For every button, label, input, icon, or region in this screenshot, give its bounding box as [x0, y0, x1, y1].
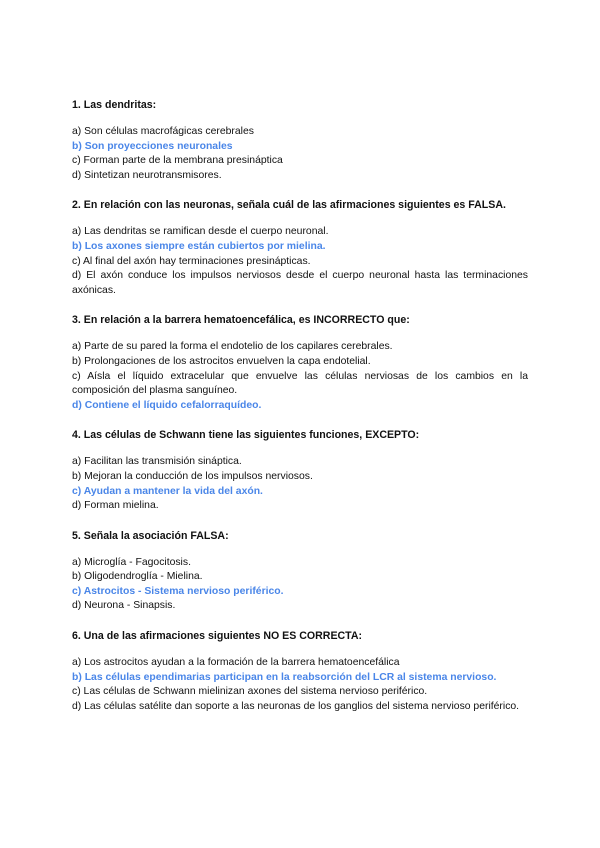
answer-option-correct: b) Son proyecciones neuronales	[72, 140, 233, 152]
answer-option-correct: c) Astrocitos - Sistema nervioso periférico.	[72, 585, 284, 597]
answer-option-correct: d) Contiene el líquido cefalorraquídeo.	[72, 399, 262, 411]
answer-option: a) Parte de su pared la forma el endotelio de los capilares cerebrales.	[72, 341, 393, 353]
answer-option: a) Las dendritas se ramifican desde el cuerpo neuronal.	[72, 226, 329, 238]
answer-option: d) Sintetizan neurotransmisores.	[72, 169, 222, 181]
question-block	[72, 198, 528, 298]
question-spacer	[72, 614, 528, 629]
answer-option: d) Forman mielina.	[72, 500, 159, 512]
answer-option: c) Las células de Schwann mielinizan axones del sistema nervioso periférico.	[72, 686, 428, 698]
question-block	[72, 313, 528, 413]
quiz-document	[72, 98, 528, 714]
question-block	[72, 529, 528, 614]
answer-option: a) Facilitan las transmisión sináptica.	[72, 456, 242, 468]
question-spacer	[72, 514, 528, 529]
question-block	[72, 98, 528, 183]
question-block	[72, 428, 528, 513]
question-spacer	[72, 413, 528, 428]
answer-option: d) El axón conduce los impulsos nerviosos desde el cuerpo neuronal hasta las terminaciones axónicas.	[72, 270, 528, 296]
answer-option: c) Al final del axón hay terminaciones presinápticas.	[72, 255, 311, 267]
question-block	[72, 629, 528, 714]
question-title: 6. Una de las afirmaciones siguientes NO ES CORRECTA:	[72, 630, 363, 643]
answer-option: a) Microglía - Fagocitosis.	[72, 556, 191, 568]
answer-option: a) Los astrocitos ayudan a la formación de la barrera hematoencefálica	[72, 657, 400, 669]
answer-option: b) Mejoran la conducción de los impulsos nerviosos.	[72, 470, 313, 482]
answer-option: d) Las células satélite dan soporte a las neuronas de los ganglios del sistema nervioso periférico.	[72, 700, 520, 712]
answer-option: d) Neurona - Sinapsis.	[72, 600, 176, 612]
question-title: 4. Las células de Schwann tiene las siguientes funciones, EXCEPTO:	[72, 429, 420, 442]
answer-option: b) Oligodendroglía - Mielina.	[72, 571, 203, 583]
answer-option: c) Forman parte de la membrana presináptica	[72, 155, 283, 167]
question-title: 3. En relación a la barrera hematoencefálica, es INCORRECTO que:	[72, 314, 410, 327]
question-spacer	[72, 183, 528, 198]
question-spacer	[72, 298, 528, 313]
answer-option: b) Prolongaciones de los astrocitos envuelven la capa endotelial.	[72, 355, 371, 367]
answer-option-correct: b) Las células ependimarias participan en la reabsorción del LCR al sistema nervioso.	[72, 671, 497, 683]
question-title: 5. Señala la asociación FALSA:	[72, 529, 229, 542]
answer-option: c) Aísla el líquido extracelular que envuelve las células nerviosas de los cambios en la composición del plasma sanguíneo.	[72, 370, 528, 397]
answer-option: a) Son células macrofágicas cerebrales	[72, 126, 254, 137]
answer-option-correct: c) Ayudan a mantener la vida del axón.	[72, 485, 263, 497]
answer-option-correct: b) Los axones siempre están cubiertos por mielina.	[72, 240, 326, 252]
question-title: 1. Las dendritas:	[72, 99, 157, 111]
question-title: 2. En relación con las neuronas, señala cuál de las afirmaciones siguientes es FALSA.	[72, 199, 506, 212]
